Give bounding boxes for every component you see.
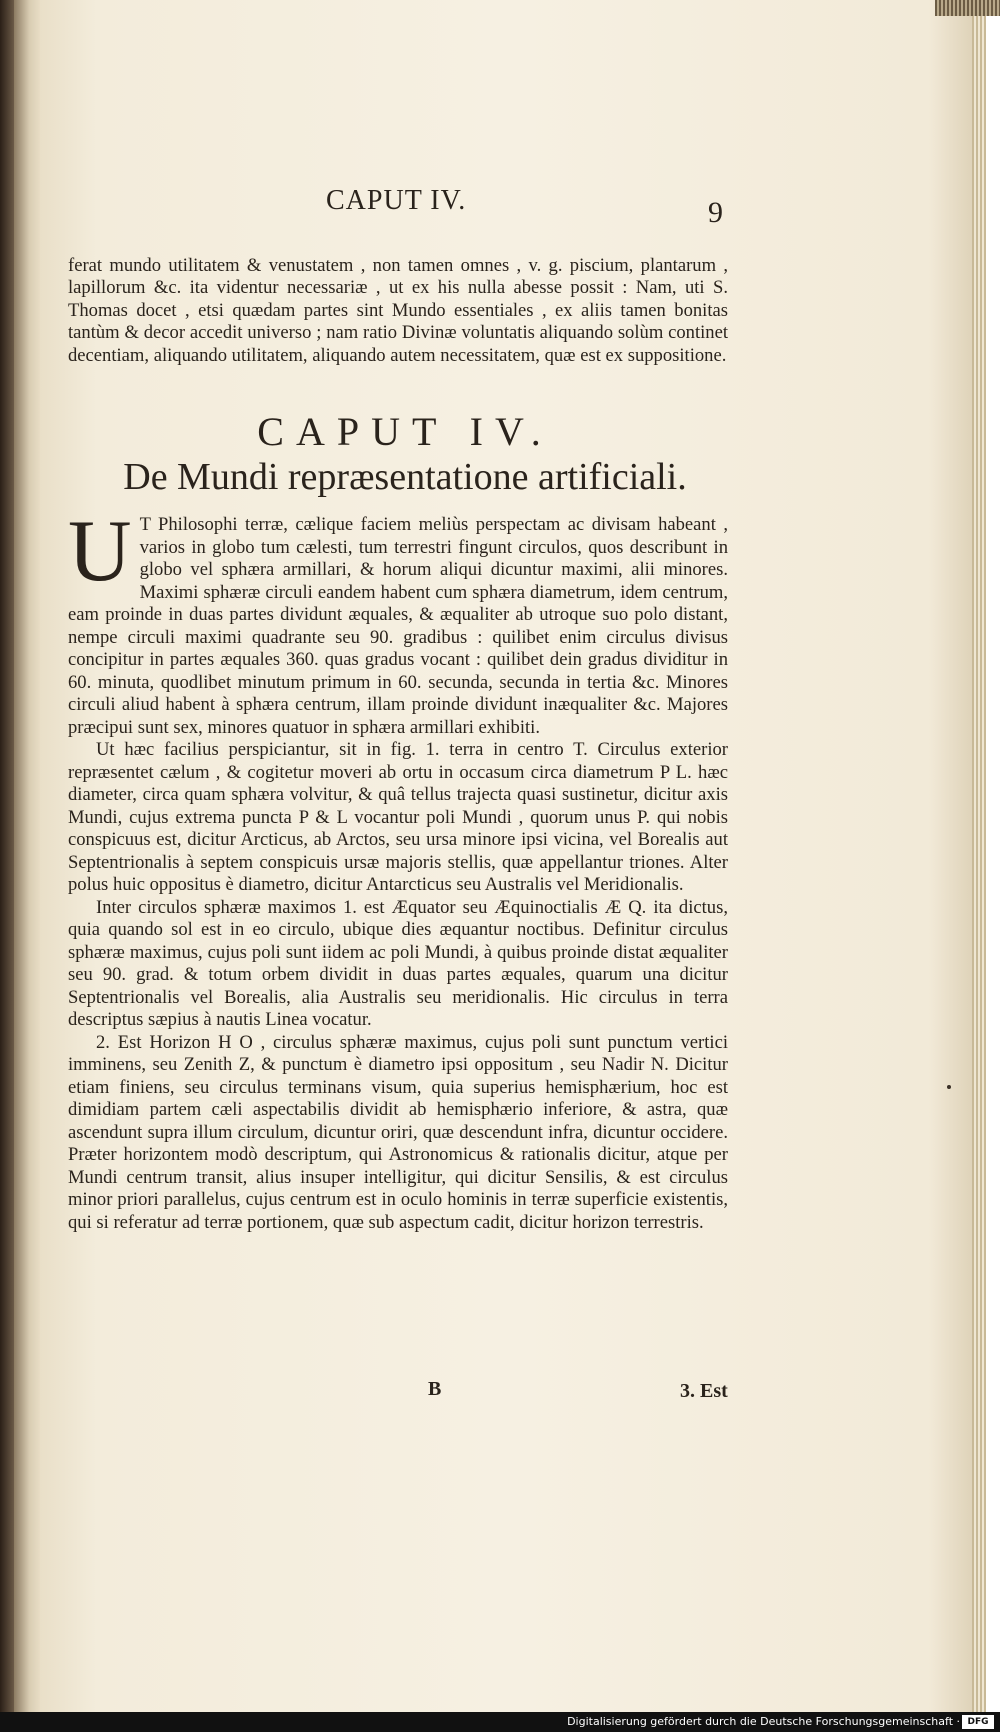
catchword: 3. Est	[680, 1380, 728, 1402]
ink-speck	[947, 1085, 951, 1089]
page-stack-top	[935, 0, 1000, 16]
paragraph-continued: ferat mundo utilitatem & venustatem , non tamen omnes , v. g. piscium, plantarum , lapillorum &c. ita videntur necessariæ , ut ex his nulla abesse possit : Nam, uti S. Thomas docet , etsi quædam partes sint Mundo essentiales , ex aliis tamen bonitas tantùm & decor accedit universo ; nam ratio Divinæ voluntatis aliquando solùm continet decentiam, aliquando utilitatem, aliquando autem necessitatem, quæ est ex suppositione.	[68, 254, 728, 366]
paragraph-4: 2. Est Horizon H O , circulus sphæræ maximus, cujus poli sunt punctum vertici imminens, seu Zenith Z, & punctum è diametro ipsi oppositum , seu Nadir N. Dicitur etiam finiens, seu circulus terminans visum, quia superius hemisphærium, hoc est dimidiam partem cæli aspectabilis dividit ab hemisphærio inferiore, & astra, quæ ascendunt supra illum circulum, dicuntur oriri, quæ descendunt infra, dicuntur occidere. Præter horizontem modò descriptum, qui Astronomicus & rationalis dicitur, atque per Mundi centrum transit, alius insuper intelligitur, qui dicitur Sensilis, & est circulus minor priori parallelus, cujus centrum est in oculo hominis in terræ superficie existentis, qui si referatur ad terræ portionem, quæ sub aspectum cadit, dicitur horizon terrestris.	[68, 1031, 728, 1233]
running-title: CAPUT IV.	[326, 185, 467, 216]
dfg-logo: DFG	[962, 1715, 994, 1729]
signature-mark: B	[428, 1378, 442, 1400]
running-header	[300, 185, 720, 225]
drop-cap: U	[68, 503, 132, 600]
paragraph-1: T Philosophi terræ, cælique faciem meliùs perspectam ac divisam habeant , varios in globo tum cælesti, tum terrestri fingunt circulos, quos describunt in globo vel sphæra armillari, & horum aliqui dicuntur maximi, alii minores. Maximi sphæræ circuli eandem habent cum sphæra diametrum, idem centrum, eam proinde in duas partes dividunt æquales, & æqualiter ab utroque suo polo distant, nempe circuli maximi quadrante seu 90. gradibus : quilibet enim circulus divisus concipitur in partes æquales 360. quas gradus vocant : quilibet dein gradus dividitur in 60. minuta, quodlibet minutum primum in 60. secunda, secunda in tertia &c. Minores circuli aliud habent à sphæra centrum, illam proinde dividunt inæqualiter &c. Majores præcipui sunt sex, minores quatuor in sphæra armillari exhibiti.	[68, 514, 728, 738]
chapter-subtitle: De Mundi repræsentatione artificiali.	[123, 456, 687, 498]
chapter-heading: CAPUT IV.	[257, 409, 553, 454]
digitization-credit: Digitalisierung gefördert durch die Deutsche Forschungsgemeinschaft ·	[567, 1715, 960, 1728]
page-number: 9	[708, 196, 723, 229]
chapter-body	[68, 503, 728, 1234]
page-fore-edge	[972, 0, 986, 1712]
book-binding-shadow	[0, 0, 14, 1732]
paragraph-2: Ut hæc facilius perspiciantur, sit in fig. 1. terra in centro T. Circulus exterior repræsentet cælum , & cogitetur moveri ab ortu in occasum circa diametrum P L. hæc diameter, circa quam sphæra volvitur, & quâ tellus trajecta quasi sustinetur, dicitur axis Mundi, cujus extrema puncta P & L vocantur poli Mundi , quorum unus P. qui nobis conspicuus est, dicitur Arcticus, ab Arctos, seu ursa minore ipsi vicina, vel Borealis aut Septentrionalis à septem conspicuis ursæ majoris stellis, quæ appellantur triones. Alter polus huic oppositus è diametro, dicitur Antarcticus seu Australis vel Meridionalis.	[68, 739, 728, 895]
paragraph-3: Inter circulos sphæræ maximos 1. est Æquator seu Æquinoctialis Æ Q. ita dictus, quia quando sol est in eo circulo, ubique dies æquantur noctibus. Definitur circulus sphæræ maximus, cujus poli sunt iidem ac poli Mundi, à quibus proinde distat æqualiter seu 90. grad. & totum orbem dividit in duas partes æquales, quarum una dicitur Septentrionalis vel Borealis, alia Australis seu meridionalis. Hic circulus in terra descriptus sæpius à nautis Linea vocatur.	[68, 896, 728, 1030]
page-gutter	[14, 0, 40, 1732]
